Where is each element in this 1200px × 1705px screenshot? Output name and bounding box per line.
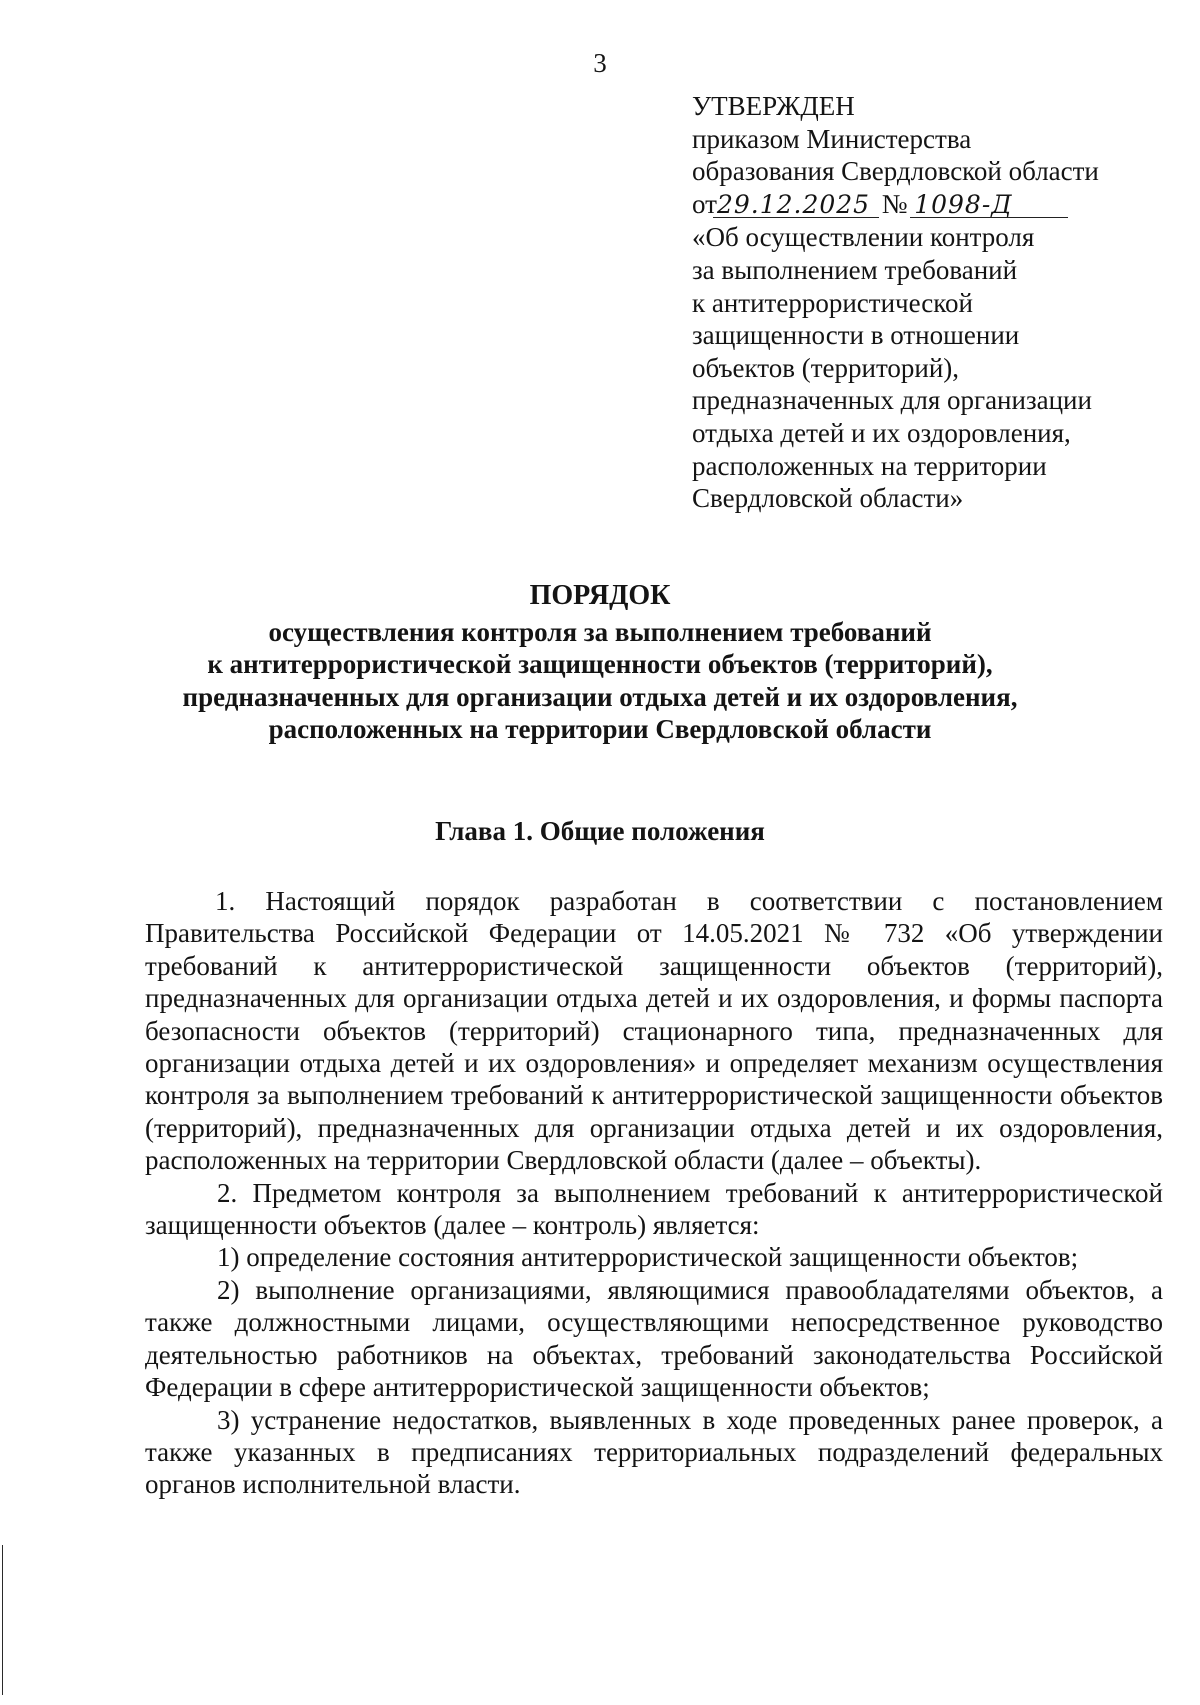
number-prefix: № [881, 188, 908, 219]
scan-edge-line [2, 1545, 3, 1695]
paragraph-2-item-1: 1) определение состояния антитеррористической защищенности объектов; [217, 1242, 1079, 1273]
paragraph-2-item-2: 2) выполнение организациями, являющимися правообладателями объектов, а также должностными лицами, осуществляющими непосредственное руководство деятельностью работников на объектах, требований законодательства Российской Федерации в сфере антитеррористической защищенности объектов; [145, 1274, 1163, 1403]
paragraph-2: 2. Предметом контроля за выполнением требований к антитеррористической защищенности объектов (далее – контроль) является: [145, 1177, 1163, 1241]
title-line-3: предназначенных для организации отдыха детей и их оздоровления, [182, 681, 1018, 712]
title-line-2: к антитеррористической защищенности объектов (территорий), [207, 649, 993, 680]
title-line-4: расположенных на территории Свердловской области [268, 714, 932, 745]
approval-block [692, 90, 1162, 515]
handwritten-number-text: 1098-Д [914, 189, 1013, 219]
date-prefix: от [692, 188, 717, 219]
approval-subject-line: предназначенных для организации [692, 385, 1092, 416]
handwritten-date [717, 189, 875, 222]
approval-subject-line: отдыха детей и их оздоровления, [692, 417, 1071, 448]
approval-subject-line: защищенности в отношении [692, 320, 1020, 351]
handwritten-date-text: 29.12.2025 [716, 189, 871, 219]
approval-subject-line: расположенных на территории [692, 450, 1047, 481]
document-title [0, 580, 1200, 746]
approval-date-number-line [692, 188, 1162, 222]
page-number: 3 [593, 48, 607, 78]
body-text [145, 885, 1163, 1501]
approval-subject-line: объектов (территорий), [692, 352, 960, 383]
number-underline [910, 217, 1068, 218]
title-main: ПОРЯДОК [529, 580, 671, 611]
handwritten-number [914, 189, 1064, 222]
paragraph-1: 1. Настоящий порядок разработан в соответствии с постановлением Правительства Российской Федерации от 14.05.2021 № 732 «Об утверждении требований к антитеррористической защищенности объектов (территорий), предназначенных для организации отдыха детей и их оздоровления, и формы паспорта безопасности объектов (территорий) стационарного типа, предназначенных для организации отдыха детей и их оздоровления» и определяет механизм осуществления контроля за выполнением требований к антитеррористической защищенности объектов (территорий), предназначенных для организации отдыха детей и их оздоровления, расположенных на территории Свердловской области (далее – объекты). [145, 886, 1163, 1176]
approval-subject-line: Свердловской области» [692, 483, 964, 514]
approval-heading: УТВЕРЖДЕН [692, 91, 855, 121]
approval-subject-line: «Об осуществлении контроля [692, 222, 1035, 253]
approval-subject-line: за выполнением требований [692, 254, 1018, 285]
approval-line-2: образования Свердловской области [692, 156, 1099, 187]
approval-subject-line: к антитеррористической [692, 287, 973, 318]
title-line-1: осуществления контроля за выполнением требований [268, 616, 932, 647]
date-underline [713, 217, 879, 218]
paragraph-2-item-3: 3) устранение недостатков, выявленных в ходе проведенных ранее проверок, а также указанных в предписаниях территориальных подразделений федеральных органов исполнительной власти. [145, 1404, 1163, 1500]
chapter-heading: Глава 1. Общие положения [435, 816, 765, 846]
approval-subject [692, 221, 1162, 514]
approval-line-1: приказом Министерства [692, 123, 972, 154]
